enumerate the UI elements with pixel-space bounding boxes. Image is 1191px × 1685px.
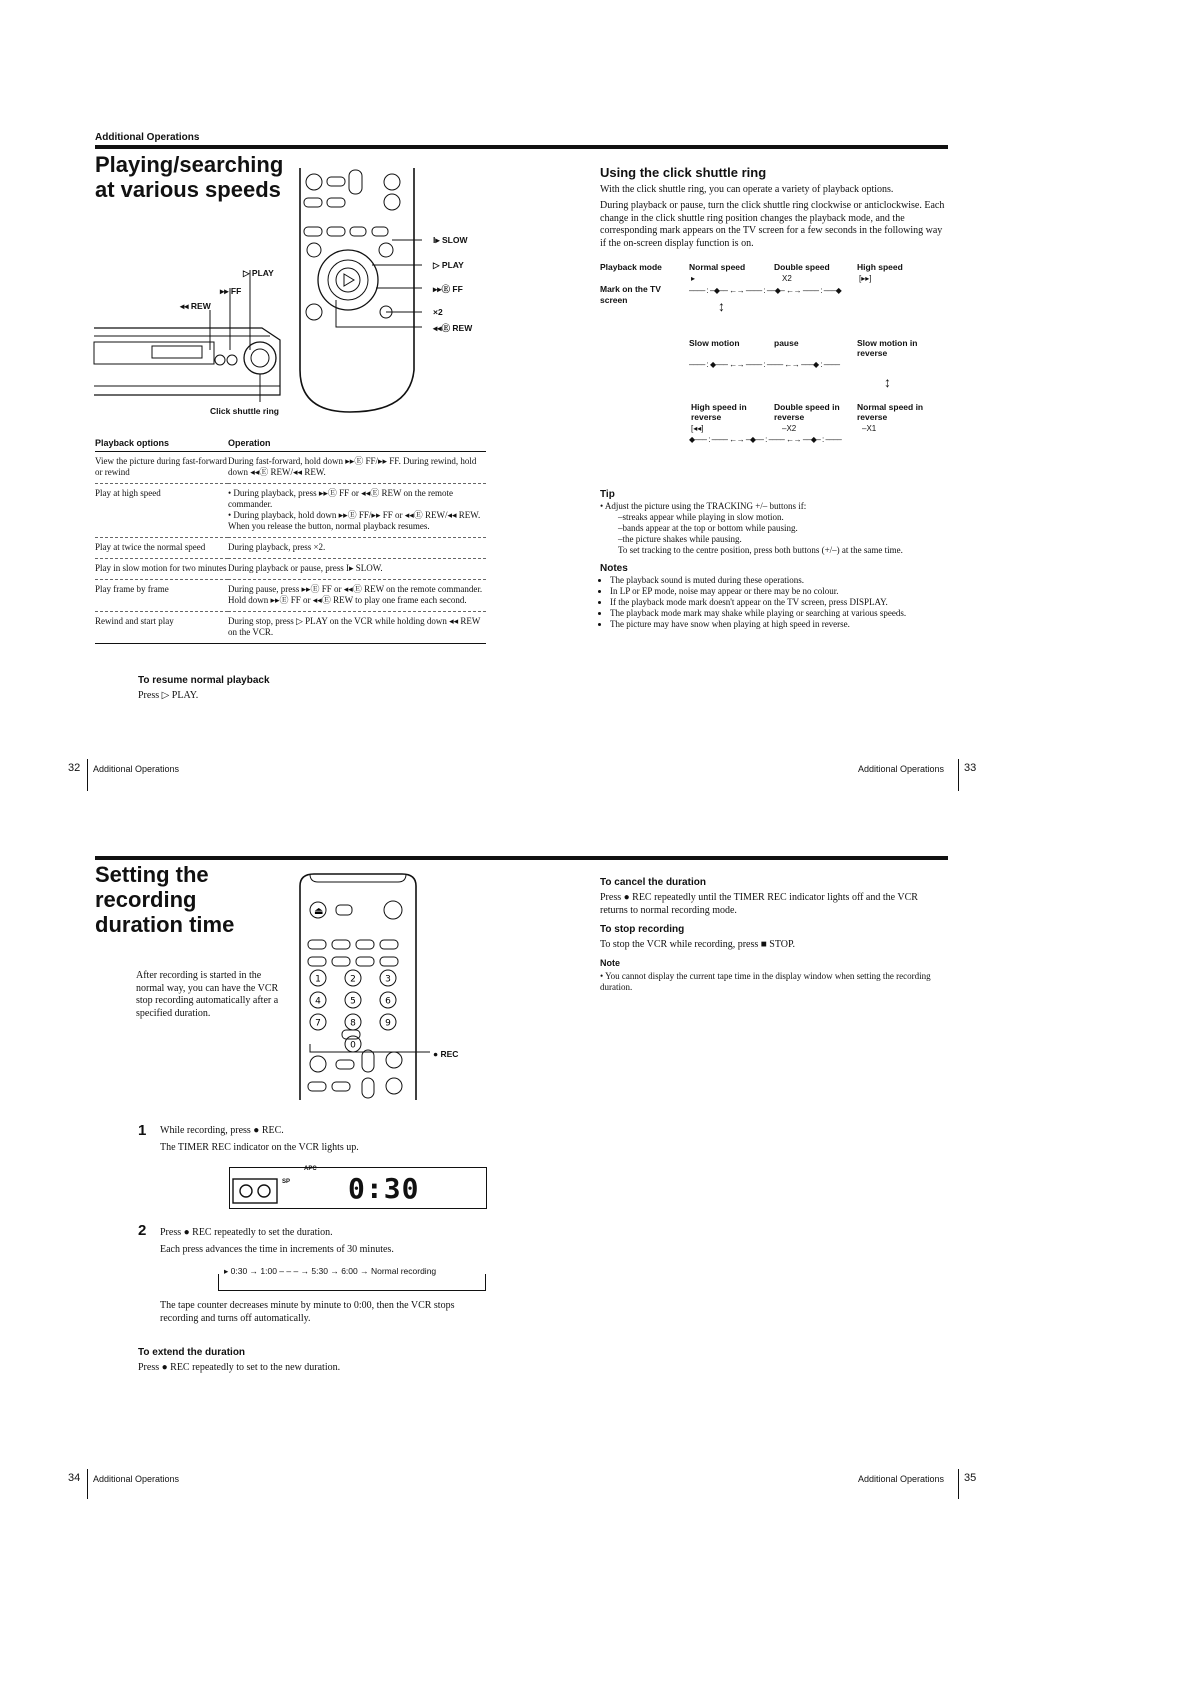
tip-line: –streaks appear while playing in slow motion. bbox=[618, 512, 784, 522]
table-row bbox=[95, 580, 486, 612]
rew-label: ◂◂Ⓔ REW bbox=[433, 323, 473, 333]
slow-label: I▸ SLOW bbox=[433, 235, 468, 245]
mark-on-tv-label: Mark on the TV screen bbox=[600, 284, 661, 305]
extend-heading: To extend the duration bbox=[138, 1347, 246, 1358]
keypad-key-label: 2 bbox=[350, 974, 356, 985]
keypad-key-label: 1 bbox=[315, 974, 321, 985]
tip-line: To set tracking to the centre position, press both buttons (+/–) at the same time. bbox=[618, 545, 903, 555]
footer-divider bbox=[87, 759, 88, 791]
table-cell: Play frame by frame bbox=[95, 580, 228, 612]
table-cell: View the picture during fast-forward or rewind bbox=[95, 452, 228, 484]
keypad-key-label: 6 bbox=[385, 996, 391, 1007]
stop-heading: To stop recording bbox=[600, 924, 685, 935]
header-rule bbox=[95, 856, 948, 860]
note-heading: Note bbox=[600, 958, 620, 968]
resume-heading: To resume normal playback bbox=[138, 675, 270, 686]
table-cell: During stop, press ▷ PLAY on the VCR while holding down ◂◂ REW on the VCR. bbox=[228, 612, 486, 644]
vcr-display-panel bbox=[229, 1167, 487, 1209]
mode-pause: pause bbox=[774, 338, 799, 348]
playback-mode-diagram bbox=[600, 262, 950, 447]
tip-block bbox=[600, 501, 948, 556]
tip-line: –bands appear at the top or bottom while pausing. bbox=[618, 523, 798, 533]
mode-high-mark: [▸▸] bbox=[859, 274, 872, 283]
page-number: 34 bbox=[68, 1472, 81, 1484]
ff-label: ▸▸Ⓔ FF bbox=[433, 284, 463, 294]
notes-heading: Notes bbox=[600, 563, 628, 574]
table-header: Playback options bbox=[95, 436, 228, 452]
table-cell: During fast-forward, hold down ▸▸Ⓔ FF/▸▸ FF. During rewind, hold down ◂◂Ⓔ REW/◂◂ REW. bbox=[228, 452, 486, 484]
mode-high-reverse: High speed in reverse bbox=[691, 402, 747, 422]
mode-double-reverse: Double speed in reverse bbox=[774, 402, 840, 422]
table-cell: Play at high speed bbox=[95, 484, 228, 538]
arrow-up-down-icon: ↕ bbox=[718, 298, 725, 314]
tip-line: –the picture shakes while pausing. bbox=[618, 534, 742, 544]
title-line: duration time bbox=[95, 912, 235, 937]
sequence-text: ▸ 0:30 → 1:00 – – – → 5:30 → 6:00 → Normal recording bbox=[224, 1266, 437, 1276]
apc-indicator: APC bbox=[304, 1166, 317, 1172]
mode-normal-reverse-mark: –X1 bbox=[862, 424, 877, 433]
rec-label: ● REC bbox=[433, 1049, 459, 1059]
play-label: ▷ PLAY bbox=[433, 260, 464, 270]
vcr-remote-illustration bbox=[92, 160, 492, 425]
duration-sequence bbox=[218, 1268, 484, 1290]
mode-normal-reverse: Normal speed in reverse bbox=[857, 402, 924, 422]
mode-high: High speed bbox=[857, 262, 903, 272]
keypad-key-label: 0 bbox=[350, 1040, 356, 1051]
footer-label: Additional Operations bbox=[858, 1474, 945, 1484]
shuttle-heading: Using the click shuttle ring bbox=[600, 165, 767, 180]
mode-normal: Normal speed bbox=[689, 262, 746, 272]
shuttle-paragraph: With the click shuttle ring, you can operate a variety of playback options. bbox=[600, 184, 894, 195]
step-number: 2 bbox=[138, 1222, 147, 1239]
tip-heading: Tip bbox=[600, 489, 615, 500]
note-text: • You cannot display the current tape time in the display window when setting the recording duration. bbox=[600, 971, 931, 992]
title-line: Playing/searching bbox=[95, 152, 284, 177]
step-subtext: Each press advances the time in increments of 30 minutes. bbox=[160, 1244, 394, 1255]
footer-divider bbox=[958, 1469, 959, 1499]
vcr-play-label: ▷ PLAY bbox=[243, 268, 274, 278]
step-after-text: The tape counter decreases minute by minute to 0:00, then the VCR stops recording and turns off automatically. bbox=[160, 1300, 455, 1324]
note-item: • In LP or EP mode, noise may appear or there may be no colour. bbox=[610, 586, 958, 597]
table-row bbox=[95, 452, 486, 484]
table-row bbox=[95, 612, 486, 644]
footer-label: Additional Operations bbox=[93, 1474, 180, 1484]
mode-double-mark: X2 bbox=[782, 274, 792, 283]
table-row bbox=[95, 559, 486, 580]
table-cell: Play at twice the normal speed bbox=[95, 538, 228, 559]
intro-text: After recording is started in the normal way, you can have the VCR stop recording automatically after a specified duration. bbox=[136, 970, 279, 1019]
shuttle-paragraph: During playback or pause, turn the click shuttle ring clockwise or anticlockwise. Each change in the click shuttle ring position changes the playback mode, and the corresponding mark appears on the TV screen for a few seconds in the following way if the on-screen display function is on. bbox=[600, 200, 945, 249]
keypad-key-label: 4 bbox=[315, 996, 321, 1007]
footer-label: Additional Operations bbox=[858, 764, 945, 774]
title-line: at various speeds bbox=[95, 177, 281, 202]
mode-double-reverse-mark: –X2 bbox=[782, 424, 797, 433]
mode-slow-reverse: Slow motion in reverse bbox=[857, 338, 918, 358]
section-label: Additional Operations bbox=[95, 132, 200, 143]
step-subtext: The TIMER REC indicator on the VCR lights up. bbox=[160, 1142, 359, 1153]
table-cell: • During playback, press ▸▸Ⓔ FF or ◂◂Ⓔ REW on the remote commander. • During playback, hold down ▸▸Ⓔ FF/▸▸ FF or ◂◂Ⓔ REW/◂◂ REW. When you release the button, normal playback resumes. bbox=[228, 484, 486, 538]
table-cell: During pause, press ▸▸Ⓔ FF or ◂◂Ⓔ REW on the remote commander. Hold down ▸▸Ⓔ FF or ◂◂Ⓔ REW to play one frame each second. bbox=[228, 580, 486, 612]
tip-line: • Adjust the picture using the TRACKING +/– buttons if: bbox=[600, 501, 807, 511]
vcr-rew-label: ◂◂ REW bbox=[180, 301, 211, 311]
footer-divider bbox=[87, 1469, 88, 1499]
svg-text:⏏: ⏏ bbox=[314, 906, 324, 917]
vcr-ff-label: ▸▸ FF bbox=[220, 286, 242, 296]
x2-label: ×2 bbox=[433, 307, 443, 317]
table-cell: During playback, press ×2. bbox=[228, 538, 486, 559]
step-text: While recording, press ● REC. bbox=[160, 1125, 284, 1136]
note-item: • The picture may have snow when playing at high speed in reverse. bbox=[610, 619, 958, 630]
table-header: Operation bbox=[228, 436, 486, 452]
keypad-key-label: 5 bbox=[350, 996, 356, 1007]
resume-text: Press ▷ PLAY. bbox=[138, 690, 199, 701]
mode-normal-mark: ▸ bbox=[691, 274, 696, 283]
playback-mode-label: Playback mode bbox=[600, 262, 662, 272]
title-line: recording bbox=[95, 887, 197, 912]
cancel-heading: To cancel the duration bbox=[600, 877, 706, 888]
sp-indicator: SP bbox=[282, 1179, 291, 1185]
table-row bbox=[95, 538, 486, 559]
table-cell: During playback or pause, press I▸ SLOW. bbox=[228, 559, 486, 580]
keypad-key-label: 8 bbox=[350, 1018, 356, 1029]
arrow-up-down-icon: ↕ bbox=[884, 374, 891, 390]
track-row-2: –––– : ◆––– ←→ –––– : –––– ←→ –––◆ : –––– bbox=[689, 360, 840, 369]
keypad-key-label: 7 bbox=[315, 1018, 321, 1029]
table-row bbox=[95, 484, 486, 538]
notes-list bbox=[600, 575, 958, 630]
mode-slow: Slow motion bbox=[689, 338, 740, 348]
playback-options-table bbox=[95, 436, 486, 644]
click-shuttle-label: Click shuttle ring bbox=[210, 406, 279, 416]
keypad-key-label: 3 bbox=[385, 974, 391, 985]
page-number: 35 bbox=[964, 1472, 977, 1484]
mode-high-reverse-mark: [◂◂] bbox=[691, 424, 704, 433]
mode-double: Double speed bbox=[774, 262, 830, 272]
track-row-1: –––– : –◆–– ←→ –––– : ––◆– ←→ –––– : –––◆ bbox=[689, 286, 842, 295]
display-time: 0:30 bbox=[348, 1172, 420, 1205]
stop-text: To stop the VCR while recording, press ■ STOP. bbox=[600, 939, 795, 950]
footer-label: Additional Operations bbox=[93, 764, 180, 774]
track-row-3: ◆––– : –––– ←→ –◆–– : –––– ←→ ––◆– : –––– bbox=[689, 435, 842, 444]
page-number: 32 bbox=[68, 762, 81, 774]
note-item: • The playback mode mark may shake while playing or searching at various speeds. bbox=[610, 608, 958, 619]
keypad-key-label: 9 bbox=[385, 1018, 391, 1029]
extend-text: Press ● REC repeatedly to set to the new duration. bbox=[138, 1362, 341, 1373]
cassette-icon bbox=[232, 1178, 280, 1204]
step-text: Press ● REC repeatedly to set the duration. bbox=[160, 1227, 333, 1238]
note-item: • The playback sound is muted during these operations. bbox=[610, 575, 958, 586]
note-item: • If the playback mode mark doesn't appear on the TV screen, press DISPLAY. bbox=[610, 597, 958, 608]
remote-illustration bbox=[290, 868, 470, 1103]
footer-divider bbox=[958, 759, 959, 791]
table-cell: Play in slow motion for two minutes bbox=[95, 559, 228, 580]
header-rule bbox=[95, 145, 948, 149]
title-line: Setting the bbox=[95, 862, 209, 887]
table-cell: Rewind and start play bbox=[95, 612, 228, 644]
step-number: 1 bbox=[138, 1122, 147, 1139]
cancel-text: Press ● REC repeatedly until the TIMER REC indicator lights off and the VCR returns to normal recording mode. bbox=[600, 892, 918, 916]
page-title bbox=[95, 862, 234, 937]
page-number: 33 bbox=[964, 762, 977, 774]
